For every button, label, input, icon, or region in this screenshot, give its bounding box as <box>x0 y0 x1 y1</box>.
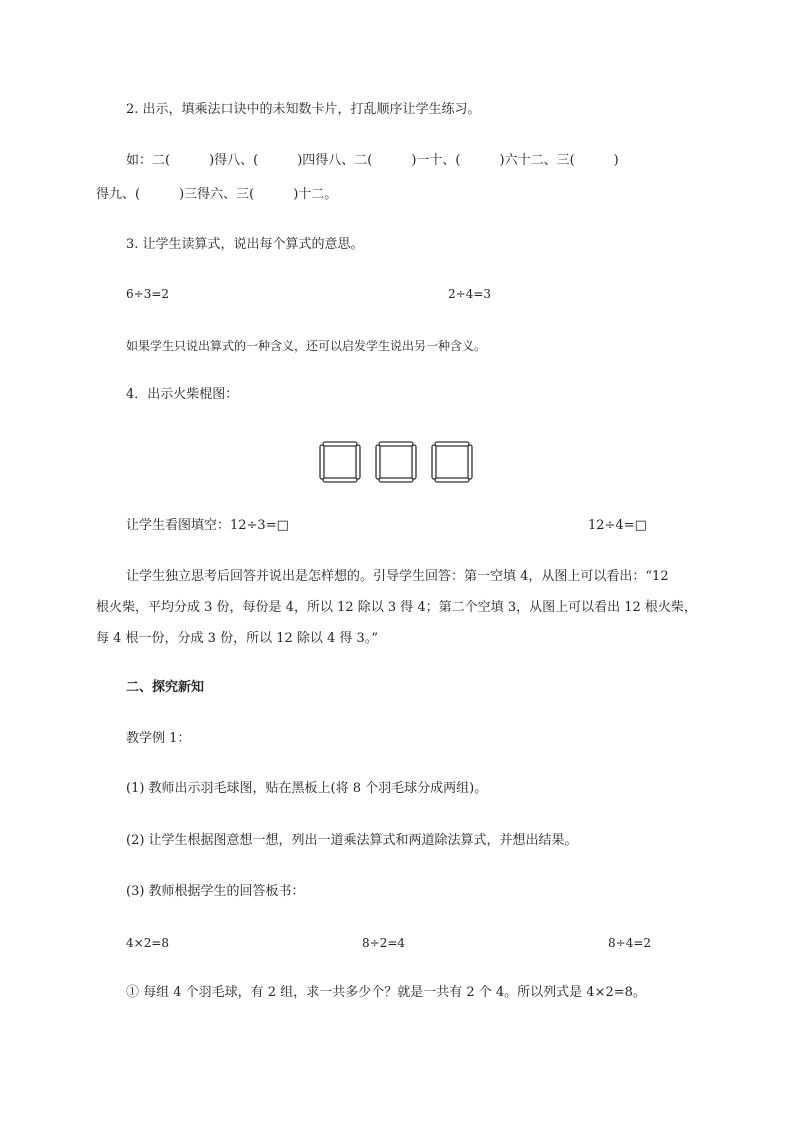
conclusion-text: ① 每组 4 个羽毛球，有 2 组，求一共多少个？就是一共有 2 个 4。所以列式是 4×2=8。 <box>126 985 646 1000</box>
hint-text: 如果学生只说出算式的一种含义，还可以启发学生说出另一种含义。 <box>126 339 487 353</box>
matchstick <box>376 445 380 479</box>
matchstick <box>323 442 357 446</box>
step-2b-text: (2) 让学生根据图意想一想，列出一道乘法算式和两道除法算式，并想出结果。 <box>126 833 578 848</box>
step-1-text: (1) 教师出示羽毛球图，贴在黑板上(将 8 个羽毛球分成两组)。 <box>126 781 488 796</box>
fill-blank-line-1: 如：二( )得八、( )四得八、二( )一十、( )六十二、三( ) <box>126 153 619 168</box>
equation-4-times-2: 4×2=8 <box>126 936 170 950</box>
example-1-label: 教学例 1： <box>126 731 191 746</box>
step-3b-text: (3) 教师根据学生的回答板书： <box>126 884 305 899</box>
fill-question-1: 让学生看图填空：12÷3=□ <box>126 518 289 533</box>
equation-6-div-3: 6÷3=2 <box>126 287 170 301</box>
matchstick <box>435 478 469 482</box>
step-3-text: 3. 让学生读算式，说出每个算式的意思。 <box>126 237 364 252</box>
matchstick <box>432 445 436 479</box>
explanation-line-3: 每 4 根一份，分成 3 份，所以 12 除以 4 得 3。” <box>96 631 378 646</box>
matchstick <box>323 478 357 482</box>
explanation-line-2: 根火柴，平均分成 3 份，每份是 4，所以 12 除以 3 得 4；第二个空填 3，从图上可以看出 12 根火柴， <box>96 600 697 615</box>
explanation-line-1: 让学生独立思考后回答并说出是怎样想的。引导学生回答：第一空填 4，从图上可以看出：“12 <box>126 569 669 584</box>
step-4-text: 4．出示火柴棍图： <box>126 387 239 402</box>
section-heading: 二、探究新知 <box>126 680 205 695</box>
matchstick-figure <box>318 438 478 486</box>
step-2-text: 2. 出示，填乘法口诀中的未知数卡片，打乱顺序让学生练习。 <box>126 102 481 117</box>
equation-8-div-2: 8÷2=4 <box>362 936 406 950</box>
matchstick-squares-image <box>318 438 478 486</box>
matchstick <box>412 445 416 479</box>
fill-blank-line-2: 得九、( )三得六、三( )十二。 <box>96 187 338 202</box>
matchstick <box>320 445 324 479</box>
matchstick <box>356 445 360 479</box>
matchstick <box>435 442 469 446</box>
matchstick <box>379 478 413 482</box>
equation-2-div-4: 2÷4=3 <box>448 287 492 301</box>
equation-8-div-4: 8÷4=2 <box>608 936 652 950</box>
fill-question-2: 12÷4=□ <box>588 518 647 533</box>
matchstick <box>379 442 413 446</box>
matchstick <box>468 445 472 479</box>
